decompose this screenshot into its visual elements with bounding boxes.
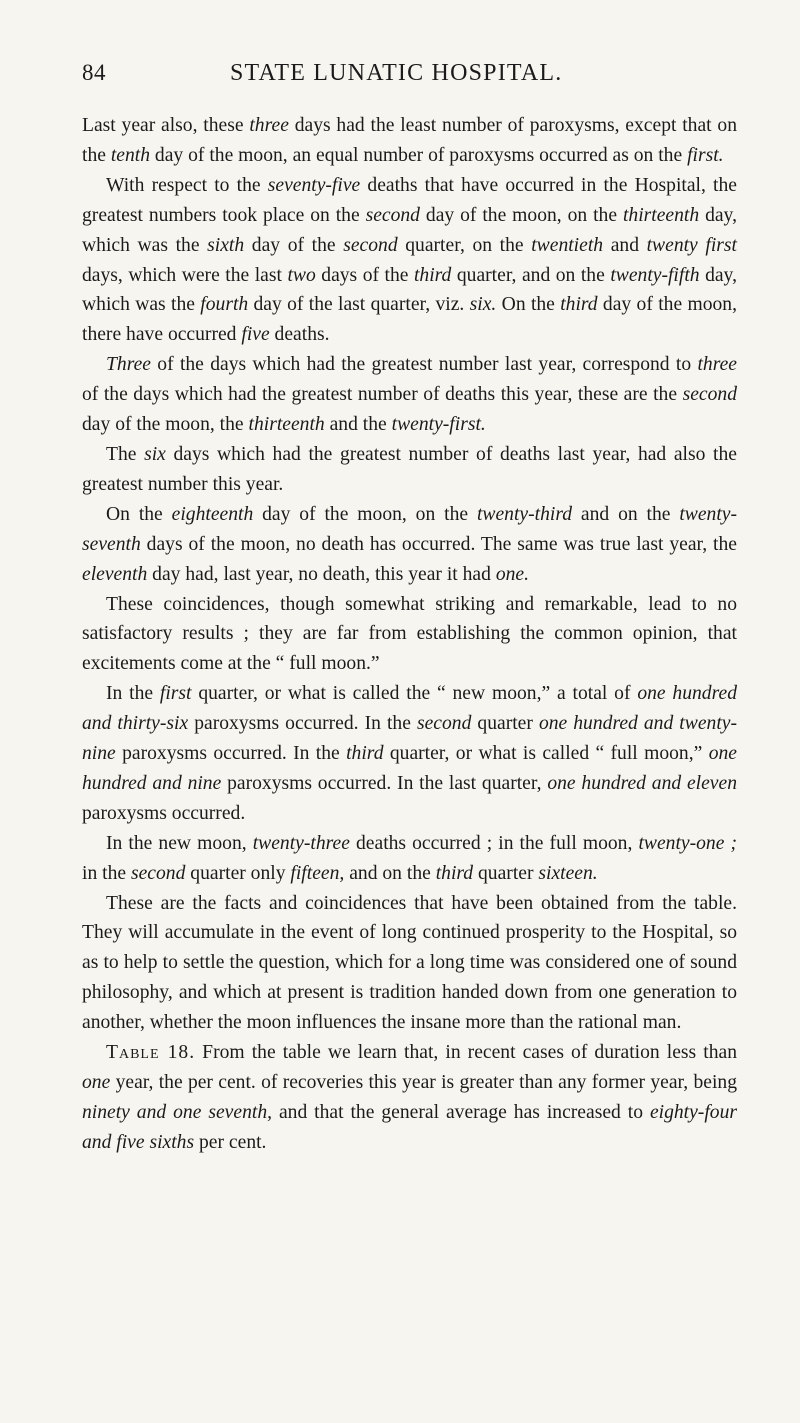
- text-run: days which had the greatest number of deaths last year, had also the greatest number this year.: [82, 443, 737, 495]
- text-run: deaths occurred ; in the full moon,: [349, 832, 639, 854]
- text-run: With respect to the: [106, 174, 268, 196]
- italic-run: fifteen,: [290, 862, 345, 884]
- italic-run: Three: [106, 354, 151, 376]
- italic-run: six.: [469, 294, 497, 316]
- italic-run: six: [144, 443, 166, 465]
- text-run: quarter, or what is called the “ new moon,” a total of: [191, 683, 638, 705]
- paragraph: [82, 171, 737, 350]
- paragraph: [82, 679, 737, 829]
- italic-run: three: [697, 354, 737, 376]
- italic-run: third: [413, 264, 452, 286]
- italic-run: twenty-third: [476, 503, 573, 525]
- italic-run: third: [435, 862, 474, 884]
- italic-run: one hundred and nine: [82, 743, 737, 794]
- italic-run: twentieth: [531, 234, 604, 256]
- paragraph: [82, 829, 737, 889]
- text-run: days of the: [315, 264, 414, 286]
- italic-run: twenty-three: [252, 832, 350, 854]
- italic-run: five: [241, 324, 270, 346]
- italic-run: second: [416, 713, 472, 735]
- text-run: days of the moon, no death has occurred. The same was true last year, the: [140, 533, 737, 555]
- italic-run: twenty-fifth: [610, 264, 700, 286]
- text-run: deaths.: [269, 324, 330, 346]
- italic-run: sixteen.: [538, 862, 598, 884]
- paragraph: [82, 111, 737, 171]
- text-run: quarter: [473, 862, 539, 884]
- italic-run: seventy-five: [267, 174, 361, 196]
- paragraph: [82, 350, 737, 440]
- text-run: quarter, or what is called “ full moon,”: [383, 743, 709, 765]
- italic-run: third: [346, 743, 384, 765]
- text-run: and: [603, 234, 647, 256]
- italic-run: sixth: [207, 234, 245, 256]
- text-run: in the: [82, 862, 131, 884]
- text-run: On the: [496, 294, 561, 316]
- italic-run: second: [130, 862, 186, 884]
- italic-run: eighty-four and five sixths: [82, 1101, 737, 1153]
- italic-run: first.: [687, 144, 724, 166]
- page-number: 84: [82, 60, 106, 85]
- text-run: In the: [106, 683, 160, 705]
- text-run: day had, last year, no death, this year it had: [147, 563, 496, 585]
- text-run: quarter only: [185, 862, 291, 884]
- text-run: days had the least number of paroxysms, except that on the: [82, 115, 737, 166]
- text-run: Last year also, these: [82, 115, 250, 136]
- text-run: and that the general average has increased to: [272, 1101, 650, 1123]
- italic-run: one hundred and thirty-six: [82, 683, 737, 735]
- text-run: These coincidences, though somewhat striking and remarkable, lead to no satisfactory results ; they are far from establishing the common opinion, that excitements come at the “ full moon.”: [82, 593, 737, 675]
- text-run: quarter: [471, 713, 539, 735]
- text-run: day, which was the: [82, 264, 737, 316]
- paragraph: [82, 590, 737, 680]
- text-run: of the days which had the greatest number of deaths this year, these are the: [82, 384, 683, 406]
- italic-run: ninety and one seventh,: [82, 1101, 273, 1123]
- paragraph: [82, 1038, 737, 1158]
- text-run: and the: [324, 414, 392, 436]
- running-title: STATE LUNATIC HOSPITAL.: [230, 60, 563, 86]
- text-run: quarter, and on the: [451, 264, 611, 286]
- italic-run: twenty-seventh: [82, 503, 738, 555]
- text-run: On the: [106, 503, 172, 525]
- text-run: of the days which had the greatest number last year, correspond to: [151, 354, 698, 376]
- text-run: day, which was the: [82, 204, 737, 256]
- text-run: days, which were the last: [82, 264, 288, 286]
- italic-run: one: [82, 1072, 111, 1093]
- italic-run: third: [560, 294, 598, 316]
- italic-run: second: [365, 204, 420, 226]
- body-text: [82, 111, 737, 1158]
- paragraph: [82, 889, 737, 1039]
- text-run: paroxysms occurred.: [82, 802, 246, 824]
- text-run: deaths that have occurred in the Hospital, the greatest numbers took place on the: [82, 174, 737, 226]
- page-header: [82, 60, 718, 100]
- text-run: per cent.: [194, 1131, 267, 1153]
- text-run: paroxysms occurred. In the: [188, 713, 417, 735]
- text-run: day of the last quarter, viz.: [248, 294, 470, 316]
- text-run: paroxysms occurred. In the: [115, 743, 347, 765]
- text-run: paroxysms occurred. In the last quarter,: [221, 772, 548, 794]
- italic-run: second: [682, 384, 737, 406]
- text-run: The: [106, 443, 145, 465]
- text-run: From the table we learn that, in recent cases of duration less than: [195, 1042, 737, 1064]
- italic-run: two: [287, 264, 316, 286]
- text-run: year, the per cent. of recoveries this year is greater than any former year, being: [110, 1072, 737, 1093]
- text-run: and on the: [572, 503, 680, 525]
- italic-run: second: [343, 234, 398, 256]
- text-run: day of the moon, the: [82, 414, 249, 436]
- italic-run: thirteenth: [622, 204, 700, 226]
- italic-run: three: [249, 115, 289, 136]
- text-run: day of the moon, an equal number of paroxysms occurred as on the: [150, 144, 688, 166]
- italic-run: one.: [495, 563, 530, 585]
- italic-run: twenty first: [646, 234, 737, 256]
- text-run: day of the moon, there have occurred: [82, 294, 737, 346]
- text-run: Table 18.: [106, 1042, 196, 1064]
- italic-run: eleventh: [82, 563, 148, 585]
- text-run: and on the: [344, 862, 436, 884]
- italic-run: thirteenth: [248, 414, 325, 436]
- italic-run: tenth: [110, 144, 151, 166]
- italic-run: first: [159, 683, 192, 705]
- italic-run: eighteenth: [171, 503, 254, 525]
- text-run: quarter, on the: [397, 234, 532, 256]
- italic-run: one hundred and twenty-nine: [82, 713, 737, 765]
- paragraph: [82, 440, 737, 500]
- italic-run: one hundred and eleven: [547, 772, 737, 794]
- italic-run: twenty-one ;: [638, 832, 737, 854]
- text-run: day of the moon, on the: [419, 204, 623, 226]
- text-run: These are the facts and coincidences that have been obtained from the table. They will accumulate in the event of long continued prosperity to the Hospital, so as to help to settle the question, which for a long time was considered one of sound philosophy, and which at present is tradition handed down from one generation to another, whether the moon influences the insane more than the rational man.: [82, 892, 737, 1034]
- text-run: In the new moon,: [106, 832, 253, 854]
- paragraph: [82, 500, 737, 590]
- italic-run: twenty-first.: [391, 414, 486, 436]
- text-run: day of the moon, on the: [253, 503, 477, 525]
- text-run: day of the: [244, 234, 344, 256]
- italic-run: fourth: [200, 294, 249, 316]
